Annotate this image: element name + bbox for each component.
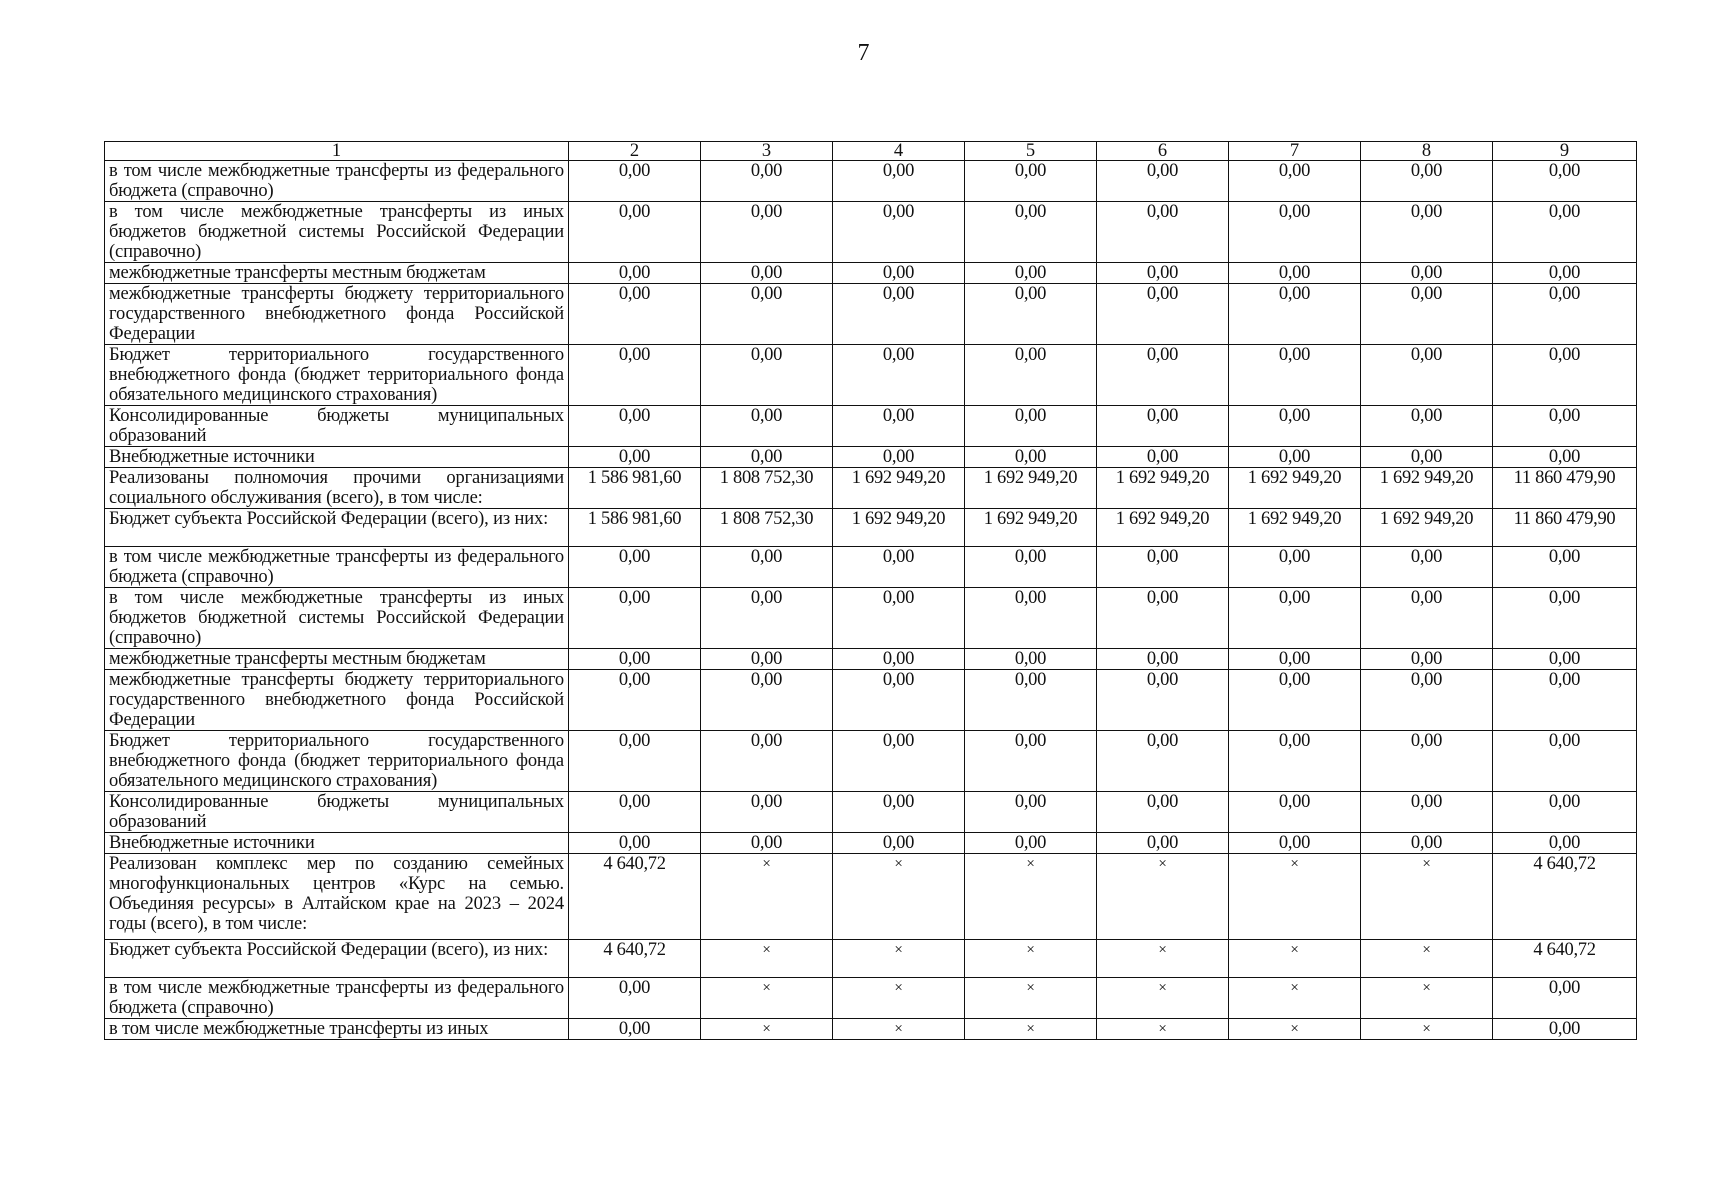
value-cell: 0,00 [1361,161,1493,202]
value-cell: × [1361,1019,1493,1040]
value-cell: 0,00 [1229,263,1361,284]
table-row [105,670,1637,731]
value-cell: 0,00 [833,588,965,649]
value-cell: 0,00 [1229,345,1361,406]
value-cell: 0,00 [833,202,965,263]
value-cell: 0,00 [1229,649,1361,670]
value-cell: 0,00 [1229,792,1361,833]
budget-table-body [105,142,1637,1040]
value-cell: 1 586 981,60 [569,509,701,547]
value-cell: 0,00 [701,263,833,284]
table-row [105,468,1637,509]
value-cell: × [701,854,833,940]
value-cell: 0,00 [1097,670,1229,731]
value-cell: 0,00 [701,792,833,833]
value-cell: 1 692 949,20 [833,468,965,509]
value-cell: 0,00 [1229,202,1361,263]
value-cell: 0,00 [1493,833,1637,854]
value-cell: 0,00 [1493,345,1637,406]
table-row [105,284,1637,345]
value-cell: 0,00 [569,792,701,833]
table-row [105,1019,1637,1040]
value-cell: 0,00 [569,833,701,854]
value-cell: 0,00 [569,978,701,1019]
value-cell: 0,00 [569,447,701,468]
value-cell: 0,00 [1229,833,1361,854]
value-cell: 1 692 949,20 [1097,468,1229,509]
value-cell: 0,00 [569,406,701,447]
table-row [105,854,1637,940]
row-label: в том числе межбюджетные трансферты из федерального бюджета (справочно) [105,161,569,202]
value-cell: 0,00 [1361,284,1493,345]
value-cell: 0,00 [569,202,701,263]
value-cell: 0,00 [1097,202,1229,263]
value-cell: 0,00 [1229,588,1361,649]
value-cell: 0,00 [1493,731,1637,792]
value-cell: × [1097,1019,1229,1040]
value-cell: 0,00 [569,263,701,284]
value-cell: 0,00 [1361,447,1493,468]
row-label: межбюджетные трансферты местным бюджетам [105,649,569,670]
value-cell: 0,00 [569,649,701,670]
row-label: Консолидированные бюджеты муниципальных образований [105,792,569,833]
value-cell: 0,00 [1361,649,1493,670]
value-cell: 0,00 [965,161,1097,202]
value-cell: 0,00 [833,406,965,447]
value-cell: 0,00 [1229,284,1361,345]
page-number: 7 [857,40,870,66]
value-cell: × [1361,940,1493,978]
column-number: 2 [569,142,701,161]
table-row [105,649,1637,670]
value-cell: 0,00 [833,731,965,792]
value-cell: 0,00 [1361,202,1493,263]
value-cell: 1 808 752,30 [701,468,833,509]
value-cell: × [965,940,1097,978]
value-cell: 0,00 [1229,447,1361,468]
row-label: Бюджет территориального государственного внебюджетного фонда (бюджет территориального фонда обязательного медицинского страхования) [105,731,569,792]
value-cell: 4 640,72 [569,940,701,978]
value-cell: 0,00 [1361,833,1493,854]
value-cell: 0,00 [1361,547,1493,588]
table-row [105,406,1637,447]
value-cell: 0,00 [1097,649,1229,670]
value-cell: 0,00 [1493,649,1637,670]
value-cell: 0,00 [701,345,833,406]
value-cell: 0,00 [569,284,701,345]
value-cell: 0,00 [965,406,1097,447]
table-row [105,792,1637,833]
value-cell: 0,00 [1097,263,1229,284]
value-cell: 0,00 [1361,263,1493,284]
row-label: Консолидированные бюджеты муниципальных образований [105,406,569,447]
value-cell: 0,00 [569,161,701,202]
value-cell: 0,00 [1493,202,1637,263]
row-label: межбюджетные трансферты местным бюджетам [105,263,569,284]
table-row [105,731,1637,792]
value-cell: 1 808 752,30 [701,509,833,547]
column-number: 1 [105,142,569,161]
row-label: Реализованы полномочия прочими организациями социального обслуживания (всего), в том числе: [105,468,569,509]
value-cell: 0,00 [701,833,833,854]
value-cell: 0,00 [569,588,701,649]
value-cell: × [833,978,965,1019]
value-cell: 1 692 949,20 [1229,468,1361,509]
value-cell: 0,00 [1097,447,1229,468]
row-label: в том числе межбюджетные трансферты из федерального бюджета (справочно) [105,547,569,588]
value-cell: × [701,978,833,1019]
table-row [105,547,1637,588]
value-cell: 4 640,72 [1493,854,1637,940]
value-cell: 0,00 [965,792,1097,833]
row-label: в том числе межбюджетные трансферты из федерального бюджета (справочно) [105,978,569,1019]
value-cell: × [833,854,965,940]
value-cell: 0,00 [1361,345,1493,406]
value-cell: × [833,940,965,978]
value-cell: 0,00 [701,547,833,588]
value-cell: 0,00 [701,670,833,731]
value-cell: 1 586 981,60 [569,468,701,509]
value-cell: 0,00 [701,202,833,263]
value-cell: 0,00 [1097,406,1229,447]
row-label: в том числе межбюджетные трансферты из иных [105,1019,569,1040]
value-cell: 0,00 [833,345,965,406]
value-cell: 0,00 [701,588,833,649]
value-cell: × [1097,978,1229,1019]
value-cell: 0,00 [701,447,833,468]
value-cell: 0,00 [1097,731,1229,792]
value-cell: 0,00 [569,547,701,588]
value-cell: 0,00 [701,284,833,345]
value-cell: 0,00 [1229,731,1361,792]
value-cell: 0,00 [1493,406,1637,447]
value-cell: 0,00 [833,649,965,670]
value-cell: 4 640,72 [1493,940,1637,978]
table-row [105,833,1637,854]
value-cell: 0,00 [1097,833,1229,854]
value-cell: 0,00 [1097,161,1229,202]
table-row [105,588,1637,649]
value-cell: 0,00 [1493,588,1637,649]
value-cell: 0,00 [1229,161,1361,202]
value-cell: 0,00 [1493,447,1637,468]
value-cell: 0,00 [965,263,1097,284]
column-number: 6 [1097,142,1229,161]
value-cell: 1 692 949,20 [965,468,1097,509]
value-cell: 0,00 [1097,284,1229,345]
column-number: 9 [1493,142,1637,161]
table-row [105,940,1637,978]
value-cell: 0,00 [1493,978,1637,1019]
value-cell: 0,00 [833,792,965,833]
value-cell: 0,00 [1229,547,1361,588]
row-label: Бюджет субъекта Российской Федерации (всего), из них: [105,940,569,978]
value-cell: 0,00 [965,345,1097,406]
value-cell: 4 640,72 [569,854,701,940]
value-cell: 0,00 [701,406,833,447]
value-cell: 1 692 949,20 [833,509,965,547]
value-cell: 0,00 [965,731,1097,792]
value-cell: × [1229,940,1361,978]
value-cell: 0,00 [701,731,833,792]
column-number: 8 [1361,142,1493,161]
table-row [105,345,1637,406]
column-number: 7 [1229,142,1361,161]
value-cell: 0,00 [569,1019,701,1040]
table-row [105,202,1637,263]
value-cell: 0,00 [1361,670,1493,731]
table-row [105,978,1637,1019]
value-cell: 11 860 479,90 [1493,468,1637,509]
value-cell: 0,00 [965,202,1097,263]
value-cell: 0,00 [833,447,965,468]
row-label: Внебюджетные источники [105,447,569,468]
value-cell: 1 692 949,20 [1361,468,1493,509]
value-cell: 1 692 949,20 [1361,509,1493,547]
row-label: Бюджет территориального государственного внебюджетного фонда (бюджет территориального фонда обязательного медицинского страхования) [105,345,569,406]
value-cell: 0,00 [965,649,1097,670]
value-cell: 0,00 [1493,161,1637,202]
row-label: в том числе межбюджетные трансферты из иных бюджетов бюджетной системы Российской Федерации (справочно) [105,588,569,649]
value-cell: 0,00 [965,447,1097,468]
value-cell: 0,00 [1229,670,1361,731]
value-cell: 0,00 [1493,670,1637,731]
value-cell: 0,00 [1361,792,1493,833]
value-cell: 0,00 [1229,406,1361,447]
value-cell: × [965,1019,1097,1040]
table-row [105,263,1637,284]
column-number: 4 [833,142,965,161]
value-cell: 0,00 [1361,731,1493,792]
value-cell: 0,00 [1097,547,1229,588]
value-cell: 0,00 [1493,1019,1637,1040]
value-cell: × [1229,1019,1361,1040]
row-label: межбюджетные трансферты бюджету территориального государственного внебюджетного фонда Российской Федерации [105,284,569,345]
value-cell: 0,00 [701,161,833,202]
value-cell: 0,00 [569,345,701,406]
row-label: межбюджетные трансферты бюджету территориального государственного внебюджетного фонда Российской Федерации [105,670,569,731]
value-cell: × [701,1019,833,1040]
value-cell: × [701,940,833,978]
column-number-row [105,142,1637,161]
value-cell: × [965,854,1097,940]
column-number: 3 [701,142,833,161]
value-cell: × [1229,978,1361,1019]
table-row [105,447,1637,468]
value-cell: 0,00 [833,263,965,284]
table-row [105,161,1637,202]
column-number: 5 [965,142,1097,161]
value-cell: × [1361,854,1493,940]
value-cell: 11 860 479,90 [1493,509,1637,547]
value-cell: 0,00 [569,670,701,731]
value-cell: 0,00 [833,547,965,588]
value-cell: 0,00 [833,670,965,731]
value-cell: × [1097,854,1229,940]
value-cell: 0,00 [1493,284,1637,345]
value-cell: × [965,978,1097,1019]
value-cell: 0,00 [1361,588,1493,649]
budget-table [104,141,1637,1040]
value-cell: 0,00 [1097,792,1229,833]
value-cell: 0,00 [1097,345,1229,406]
value-cell: × [1361,978,1493,1019]
value-cell: 0,00 [569,731,701,792]
value-cell: 0,00 [965,284,1097,345]
value-cell: 0,00 [965,588,1097,649]
value-cell: 0,00 [1361,406,1493,447]
value-cell: 0,00 [1493,547,1637,588]
value-cell: 0,00 [965,833,1097,854]
value-cell: × [833,1019,965,1040]
value-cell: 1 692 949,20 [1229,509,1361,547]
value-cell: 1 692 949,20 [965,509,1097,547]
value-cell: 0,00 [833,284,965,345]
value-cell: 1 692 949,20 [1097,509,1229,547]
value-cell: 0,00 [1493,263,1637,284]
value-cell: × [1229,854,1361,940]
value-cell: 0,00 [701,649,833,670]
table-row [105,509,1637,547]
value-cell: 0,00 [965,670,1097,731]
value-cell: 0,00 [833,161,965,202]
value-cell: 0,00 [1097,588,1229,649]
row-label: Реализован комплекс мер по созданию семейных многофункциональных центров «Курс на семью. Объединяя ресурсы» в Алтайском крае на 2023 – 2024 годы (всего), в том числе: [105,854,569,940]
value-cell: 0,00 [1493,792,1637,833]
value-cell: × [1097,940,1229,978]
row-label: в том числе межбюджетные трансферты из иных бюджетов бюджетной системы Российской Федерации (справочно) [105,202,569,263]
value-cell: 0,00 [965,547,1097,588]
value-cell: 0,00 [833,833,965,854]
row-label: Бюджет субъекта Российской Федерации (всего), из них: [105,509,569,547]
row-label: Внебюджетные источники [105,833,569,854]
